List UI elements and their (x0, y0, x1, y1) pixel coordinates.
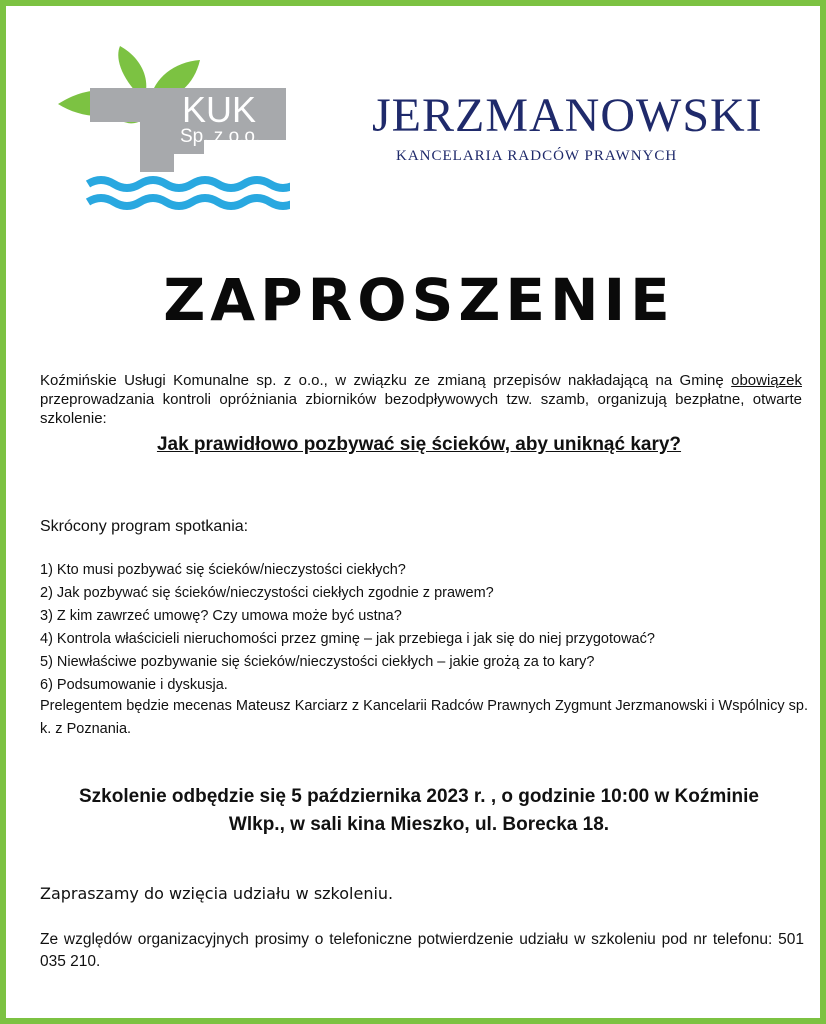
list-item: 2) Jak pozbywać się ścieków/nieczystości ciekłych zgodnie z prawem? (40, 585, 494, 601)
kuk-logo (50, 42, 290, 212)
kuk-logo-subtext: Sp. z o.o. (180, 126, 261, 147)
program-list (40, 559, 810, 697)
jerzmanowski-logo-subtext: KANCELARIA RADCÓW PRAWNYCH (396, 148, 678, 164)
event-line-1: Szkolenie odbędzie się 5 października 2023 r. , o godzinie 10:00 w Koźminie (79, 786, 759, 807)
list-item: 4) Kontrola właścicieli nieruchomości przez gminę – jak przebiega i jak się do niej przygotować? (40, 631, 655, 647)
jerzmanowski-logo-text: JERZMANOWSKI (372, 89, 763, 142)
jerzmanowski-logo (366, 88, 766, 188)
kuk-logo-text: KUK (182, 89, 257, 130)
invite-text: Zapraszamy do wzięcia udziału w szkoleniu. (40, 884, 394, 903)
list-item: 1) Kto musi pozbywać się ścieków/nieczystości ciekłych? (40, 562, 406, 578)
list-item: 3) Z kim zawrzeć umowę? Czy umowa może być ustna? (40, 608, 402, 624)
intro-text-2: przeprowadzania kontroli opróżniania zbiorników bezodpływowych tzw. szamb, organizują bezpłatne, otwarte szkolenie: (40, 391, 802, 427)
list-item: 5) Niewłaściwe pozbywanie się ścieków/nieczystości ciekłych – jakie grożą za to kary? (40, 654, 595, 670)
prelegent-info: Prelegentem będzie mecenas Mateusz Karciarz z Kancelarii Radców Prawnych Zygmunt Jerzmanowski i Wspólnicy sp. k. z Poznania. (40, 698, 808, 737)
program-heading: Skrócony program spotkania: (40, 518, 249, 535)
intro-text-1: Koźmińskie Usługi Komunalne sp. z o.o., w związku ze zmianą przepisów nakładającą na Gminę (40, 372, 732, 389)
intro-underlined-word: obowiązek (731, 372, 802, 389)
contact-info: Ze względów organizacyjnych prosimy o telefoniczne potwierdzenie udziału w szkoleniu pod nr telefonu: 501 035 210. (40, 931, 804, 970)
event-line-2: Wlkp., w sali kina Mieszko, ul. Borecka 18. (228, 814, 610, 835)
training-subtitle: Jak prawidłowo pozbywać się ścieków, aby uniknąć kary? (156, 434, 682, 455)
event-details (6, 783, 826, 839)
intro-paragraph (40, 371, 802, 428)
page-title: ZAPROSZENIE (163, 266, 675, 334)
list-item: 6) Podsumowanie i dyskusja. (40, 677, 228, 693)
